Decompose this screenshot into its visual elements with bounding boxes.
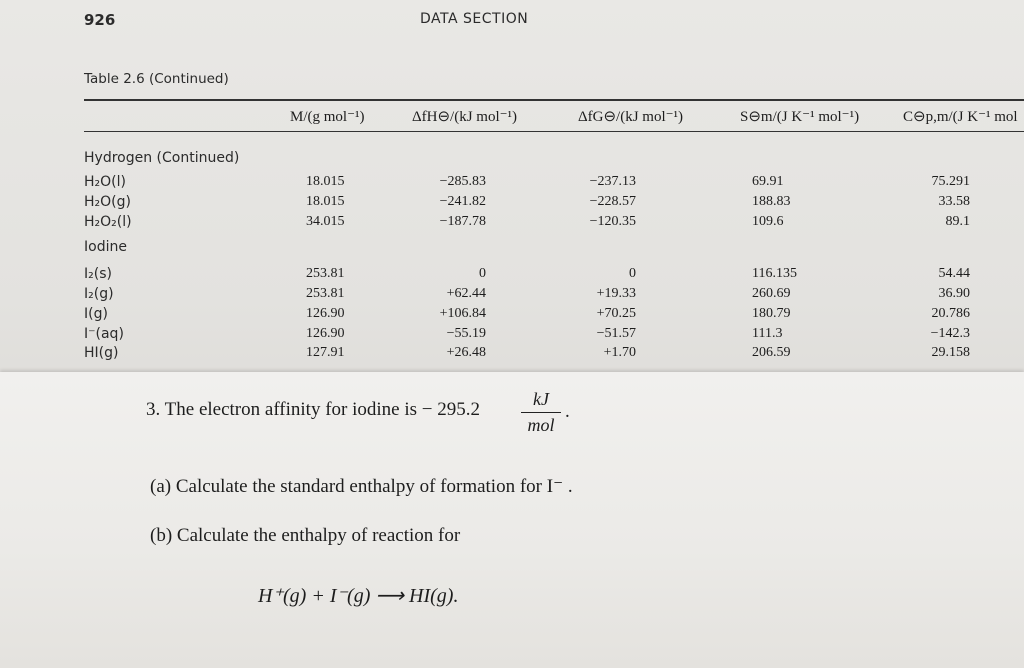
column-header-enthalpy: ΔfH⊖/(kJ mol⁻¹)	[412, 109, 518, 125]
species-cell: I₂(s)	[84, 266, 112, 282]
mass-cell: 253.81	[306, 266, 345, 281]
entropy-cell: 109.6	[752, 214, 784, 229]
column-header-gibbs: ΔfG⊖/(kJ mol⁻¹)	[578, 109, 684, 125]
table-title: Table 2.6 (Continued)	[84, 71, 229, 87]
fraction-bar	[521, 412, 561, 413]
entropy-cell: 69.91	[752, 174, 784, 189]
gibbs-cell: 0	[629, 266, 636, 281]
group-label-hydrogen: Hydrogen (Continued)	[84, 150, 240, 166]
gibbs-cell: +70.25	[596, 306, 636, 321]
mass-cell: 18.015	[306, 194, 345, 209]
column-header-entropy: S⊖m/(J K⁻¹ mol⁻¹)	[740, 109, 860, 125]
heat-capacity-cell: 75.291	[931, 174, 970, 189]
reaction-equation: H⁺(g) + I⁻(g) ⟶ HI(g).	[258, 585, 459, 607]
column-header-mass: M/(g mol⁻¹)	[290, 109, 365, 125]
gibbs-cell: −51.57	[596, 326, 636, 341]
gibbs-cell: −228.57	[589, 194, 636, 209]
heat-capacity-cell: 89.1	[945, 214, 970, 229]
mass-cell: 253.81	[306, 286, 345, 301]
gibbs-cell: +1.70	[603, 345, 636, 360]
enthalpy-cell: −241.82	[439, 194, 486, 209]
mass-cell: 126.90	[306, 306, 345, 321]
question-3-text: 3. The electron affinity for iodine is − 295.2	[146, 399, 480, 420]
heat-capacity-cell: 54.44	[938, 266, 970, 281]
unit-fraction	[521, 389, 561, 436]
group-label-iodine: Iodine	[84, 239, 127, 255]
heat-capacity-cell: 20.786	[931, 306, 970, 321]
enthalpy-cell: −55.19	[446, 326, 486, 341]
enthalpy-cell: −285.83	[439, 174, 486, 189]
mass-cell: 126.90	[306, 326, 345, 341]
mass-cell: 34.015	[306, 214, 345, 229]
mass-cell: 18.015	[306, 174, 345, 189]
unit-denominator: mol	[527, 415, 555, 436]
entropy-cell: 180.79	[752, 306, 791, 321]
gibbs-cell: +19.33	[596, 286, 636, 301]
gibbs-cell: −237.13	[589, 174, 636, 189]
species-cell: H₂O₂(l)	[84, 214, 132, 230]
mass-cell: 127.91	[306, 345, 345, 360]
entropy-cell: 260.69	[752, 286, 791, 301]
enthalpy-cell: +106.84	[439, 306, 486, 321]
heat-capacity-cell: 36.90	[938, 286, 970, 301]
enthalpy-cell: 0	[479, 266, 486, 281]
section-title: DATA SECTION	[420, 11, 529, 27]
heat-capacity-cell: −142.3	[930, 326, 970, 341]
column-header-heat-capacity: C⊖p,m/(J K⁻¹ mol	[903, 109, 1018, 125]
unit-numerator: kJ	[533, 389, 549, 409]
entropy-cell: 116.135	[752, 266, 797, 281]
table-header-rule	[84, 131, 1024, 132]
gibbs-cell: −120.35	[589, 214, 636, 229]
enthalpy-cell: +62.44	[446, 286, 486, 301]
species-cell: I⁻(aq)	[84, 326, 124, 342]
enthalpy-cell: +26.48	[446, 345, 486, 360]
entropy-cell: 188.83	[752, 194, 791, 209]
page-number: 926	[84, 11, 116, 29]
question-3-period: .	[565, 401, 570, 422]
entropy-cell: 206.59	[752, 345, 791, 360]
species-cell: I(g)	[84, 306, 108, 322]
species-cell: I₂(g)	[84, 286, 114, 302]
table-top-rule	[84, 99, 1024, 101]
species-cell: HI(g)	[84, 345, 119, 361]
heat-capacity-cell: 29.158	[931, 345, 970, 360]
question-part-a: (a) Calculate the standard enthalpy of formation for I⁻ .	[150, 476, 573, 497]
enthalpy-cell: −187.78	[439, 214, 486, 229]
species-cell: H₂O(l)	[84, 174, 126, 190]
heat-capacity-cell: 33.58	[938, 194, 970, 209]
question-part-b: (b) Calculate the enthalpy of reaction for	[150, 525, 461, 546]
species-cell: H₂O(g)	[84, 194, 131, 210]
entropy-cell: 111.3	[752, 326, 783, 341]
